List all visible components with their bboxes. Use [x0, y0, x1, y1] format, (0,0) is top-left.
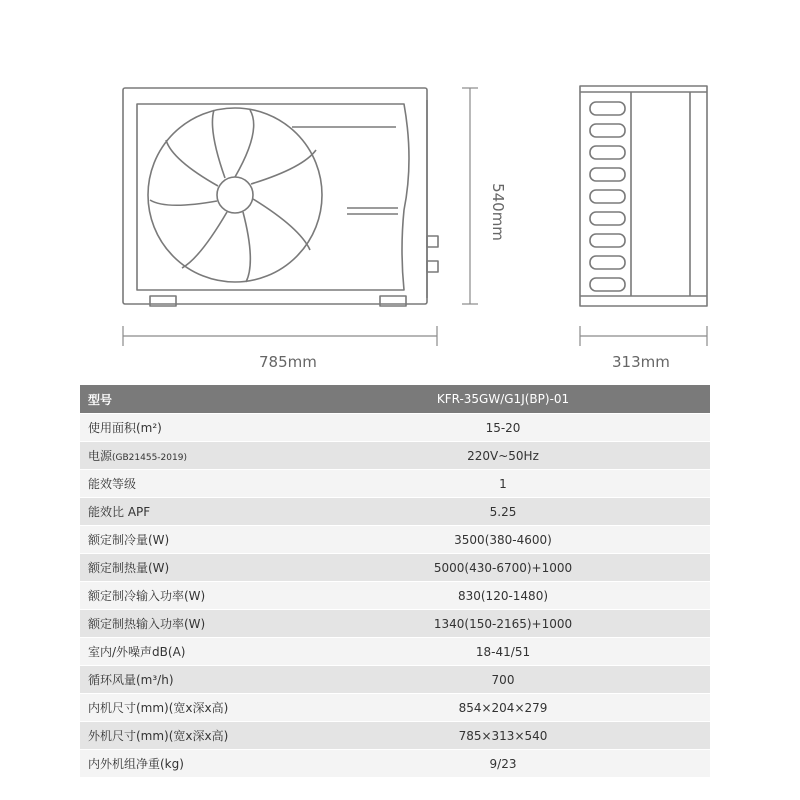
spec-value: 9/23 [316, 750, 710, 778]
spec-label: 内外机组净重(kg) [80, 750, 316, 778]
table-row [80, 610, 710, 638]
front-view [123, 88, 438, 306]
spec-value: 700 [316, 666, 710, 694]
spec-value: 1 [316, 470, 710, 498]
spec-label: 能效等级 [80, 470, 316, 498]
spec-value: 220V~50Hz [316, 442, 710, 470]
spec-value: 830(120-1480) [316, 582, 710, 610]
depth-label: 313mm [612, 353, 670, 371]
spec-label: 额定制冷输入功率(W) [80, 582, 316, 610]
table-row [80, 526, 710, 554]
table-row [80, 470, 710, 498]
spec-value: 1340(150-2165)+1000 [316, 610, 710, 638]
table-row [80, 722, 710, 750]
fan-blades [150, 110, 316, 282]
height-label: 540mm [489, 183, 507, 241]
spec-value: 785×313×540 [316, 722, 710, 750]
spec-label: 室内/外噪声dB(A) [80, 638, 316, 666]
table-row [80, 554, 710, 582]
spec-label: 电源(GB21455-2019) [80, 442, 316, 470]
table-row [80, 414, 710, 442]
table-row [80, 442, 710, 470]
spec-header-value: KFR-35GW/G1J(BP)-01 [316, 385, 710, 414]
table-row [80, 498, 710, 526]
spec-value: 18-41/51 [316, 638, 710, 666]
table-row [80, 750, 710, 778]
spec-header-label: 型号 [80, 385, 316, 414]
table-row [80, 666, 710, 694]
spec-value: 3500(380-4600) [316, 526, 710, 554]
spec-value: 5.25 [316, 498, 710, 526]
table-row [80, 582, 710, 610]
spec-value: 5000(430-6700)+1000 [316, 554, 710, 582]
spec-label: 额定制冷量(W) [80, 526, 316, 554]
spec-value: 854×204×279 [316, 694, 710, 722]
table-row [80, 638, 710, 666]
spec-label-note: (GB21455-2019) [112, 453, 187, 463]
spec-value: 15-20 [316, 414, 710, 442]
spec-label: 外机尺寸(mm)(宽x深x高) [80, 722, 316, 750]
spec-label: 内机尺寸(mm)(宽x深x高) [80, 694, 316, 722]
side-view [580, 86, 707, 306]
spec-label: 循环风量(m³/h) [80, 666, 316, 694]
side-vents [590, 102, 625, 291]
spec-label: 额定制热量(W) [80, 554, 316, 582]
spec-header-row [80, 385, 710, 414]
spec-label: 使用面积(m²) [80, 414, 316, 442]
outdoor-unit-drawing [0, 0, 800, 385]
spec-table [80, 385, 710, 778]
width-label: 785mm [259, 353, 317, 371]
spec-label: 额定制热输入功率(W) [80, 610, 316, 638]
table-row [80, 694, 710, 722]
spec-label: 能效比 APF [80, 498, 316, 526]
